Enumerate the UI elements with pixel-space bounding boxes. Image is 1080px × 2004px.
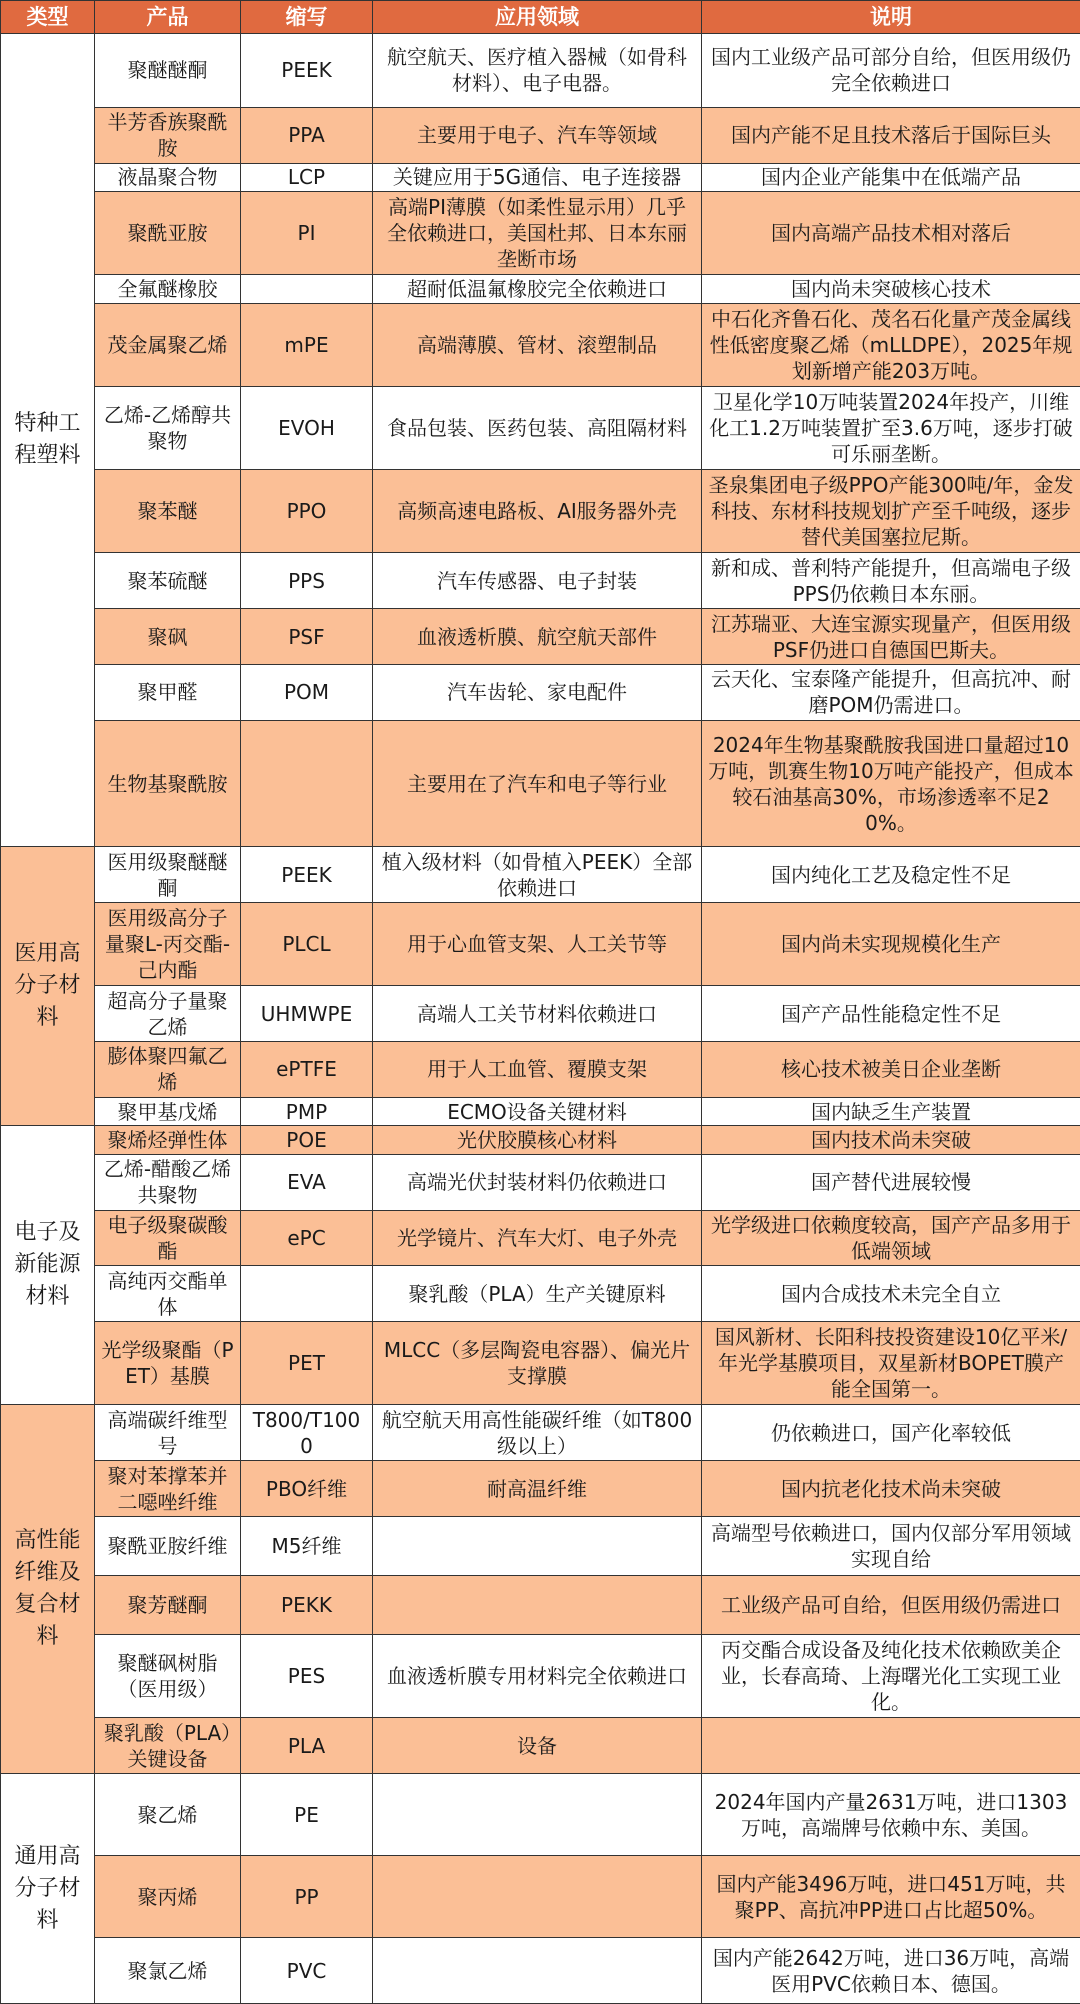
application-cell: 关键应用于5G通信、电子连接器 bbox=[373, 163, 702, 191]
abbreviation-cell: PLA bbox=[241, 1718, 373, 1774]
product-cell: 超高分子量聚乙烯 bbox=[95, 986, 241, 1042]
abbreviation-cell: PLCL bbox=[241, 903, 373, 986]
table-row bbox=[1, 553, 1080, 609]
table-row bbox=[1, 192, 1080, 275]
abbreviation-cell: PBO纤维 bbox=[241, 1461, 373, 1517]
note-cell: 国内抗老化技术尚未突破 bbox=[702, 1461, 1080, 1517]
abbreviation-cell bbox=[241, 1266, 373, 1322]
abbreviation-cell: PMP bbox=[241, 1097, 373, 1125]
table-row bbox=[1, 1322, 1080, 1405]
note-cell: 2024年生物基聚酰胺我国进口量超过10万吨，凯赛生物10万吨产能投产，但成本较石油基高30%，市场渗透率不足20%。 bbox=[702, 720, 1080, 846]
application-cell: 血液透析膜专用材料完全依赖进口 bbox=[373, 1635, 702, 1718]
note-cell: 国内缺乏生产装置 bbox=[702, 1097, 1080, 1125]
product-cell: 医用级高分子量聚L-丙交酯-己内酯 bbox=[95, 903, 241, 986]
abbreviation-cell: PEEK bbox=[241, 34, 373, 108]
product-cell: 膨体聚四氟乙烯 bbox=[95, 1042, 241, 1098]
product-cell: 聚芳醚酮 bbox=[95, 1576, 241, 1635]
note-cell: 国内纯化工艺及稳定性不足 bbox=[702, 847, 1080, 903]
table-row bbox=[1, 1856, 1080, 1938]
table-row bbox=[1, 107, 1080, 163]
product-cell: 聚砜 bbox=[95, 609, 241, 665]
note-cell: 国产替代进展较慢 bbox=[702, 1154, 1080, 1210]
table-row bbox=[1, 1042, 1080, 1098]
table-row bbox=[1, 386, 1080, 469]
application-cell: 用于人工血管、覆膜支架 bbox=[373, 1042, 702, 1098]
table-row bbox=[1, 1461, 1080, 1517]
product-cell: 茂金属聚乙烯 bbox=[95, 303, 241, 386]
application-cell bbox=[373, 1938, 702, 2004]
note-cell: 圣泉集团电子级PPO产能300吨/年，金发科技、东材科技规划扩产至千吨级，逐步替代美国塞拉尼斯。 bbox=[702, 470, 1080, 553]
table-row bbox=[1, 903, 1080, 986]
product-cell: 聚酰亚胺纤维 bbox=[95, 1517, 241, 1576]
table-row bbox=[1, 1774, 1080, 1856]
product-cell: 聚对苯撑苯并二噁唑纤维 bbox=[95, 1461, 241, 1517]
table-row bbox=[1, 1517, 1080, 1576]
product-cell: 聚氯乙烯 bbox=[95, 1938, 241, 2004]
product-cell: 聚酰亚胺 bbox=[95, 192, 241, 275]
note-cell: 光学级进口依赖度较高，国产产品多用于低端领域 bbox=[702, 1210, 1080, 1266]
application-cell: 高端光伏封装材料仍依赖进口 bbox=[373, 1154, 702, 1210]
abbreviation-cell: T800/T1000 bbox=[241, 1405, 373, 1461]
note-cell: 国内尚未实现规模化生产 bbox=[702, 903, 1080, 986]
table-row bbox=[1, 847, 1080, 903]
abbreviation-cell: PSF bbox=[241, 609, 373, 665]
abbreviation-cell: ePC bbox=[241, 1210, 373, 1266]
abbreviation-cell: PP bbox=[241, 1856, 373, 1938]
header-row bbox=[1, 1, 1080, 34]
application-cell: 汽车传感器、电子封装 bbox=[373, 553, 702, 609]
note-cell: 新和成、普利特产能提升，但高端电子级PPS仍依赖日本东丽。 bbox=[702, 553, 1080, 609]
category-cell: 特种工程塑料 bbox=[1, 34, 95, 847]
table-row bbox=[1, 1210, 1080, 1266]
product-cell: 聚甲基戊烯 bbox=[95, 1097, 241, 1125]
category-cell: 电子及新能源材料 bbox=[1, 1126, 95, 1405]
product-cell: 聚乳酸（PLA）关键设备 bbox=[95, 1718, 241, 1774]
note-cell: 国内高端产品技术相对落后 bbox=[702, 192, 1080, 275]
application-cell: 高端PI薄膜（如柔性显示用）几乎全依赖进口，美国杜邦、日本东丽垄断市场 bbox=[373, 192, 702, 275]
abbreviation-cell bbox=[241, 275, 373, 303]
table-row bbox=[1, 1938, 1080, 2004]
note-cell: 国内合成技术未完全自立 bbox=[702, 1266, 1080, 1322]
note-cell: 2024年国内产量2631万吨，进口1303万吨，高端牌号依赖中东、美国。 bbox=[702, 1774, 1080, 1856]
table-row bbox=[1, 986, 1080, 1042]
note-cell: 丙交酯合成设备及纯化技术依赖欧美企业，长春高琦、上海曙光化工实现工业化。 bbox=[702, 1635, 1080, 1718]
application-cell: 航空航天、医疗植入器械（如骨科材料）、电子电器。 bbox=[373, 34, 702, 108]
abbreviation-cell: LCP bbox=[241, 163, 373, 191]
note-cell: 国产产品性能稳定性不足 bbox=[702, 986, 1080, 1042]
table-row bbox=[1, 1097, 1080, 1125]
application-cell: 主要用于电子、汽车等领域 bbox=[373, 107, 702, 163]
note-cell: 国内产能3496万吨，进口451万吨，共聚PP、高抗冲PP进口占比超50%。 bbox=[702, 1856, 1080, 1938]
application-cell: 耐高温纤维 bbox=[373, 1461, 702, 1517]
note-cell: 高端型号依赖进口，国内仅部分军用领域实现自给 bbox=[702, 1517, 1080, 1576]
product-cell: 电子级聚碳酸酯 bbox=[95, 1210, 241, 1266]
application-cell: MLCC（多层陶瓷电容器）、偏光片支撑膜 bbox=[373, 1322, 702, 1405]
application-cell: 航空航天用高性能碳纤维（如T800级以上） bbox=[373, 1405, 702, 1461]
abbreviation-cell: UHMWPE bbox=[241, 986, 373, 1042]
product-cell: 聚烯烃弹性体 bbox=[95, 1126, 241, 1154]
product-cell: 乙烯-乙烯醇共聚物 bbox=[95, 386, 241, 469]
abbreviation-cell: PES bbox=[241, 1635, 373, 1718]
table-row bbox=[1, 1635, 1080, 1718]
product-cell: 半芳香族聚酰胺 bbox=[95, 107, 241, 163]
product-cell: 聚醚砜树脂（医用级） bbox=[95, 1635, 241, 1718]
category-cell: 通用高分子材料 bbox=[1, 1774, 95, 2004]
table-row bbox=[1, 1154, 1080, 1210]
abbreviation-cell: PET bbox=[241, 1322, 373, 1405]
note-cell: 中石化齐鲁石化、茂名石化量产茂金属线性低密度聚乙烯（mLLDPE），2025年规划新增产能203万吨。 bbox=[702, 303, 1080, 386]
product-cell: 生物基聚酰胺 bbox=[95, 720, 241, 846]
application-cell: 主要用在了汽车和电子等行业 bbox=[373, 720, 702, 846]
abbreviation-cell: POE bbox=[241, 1126, 373, 1154]
table-row bbox=[1, 470, 1080, 553]
product-cell: 医用级聚醚醚酮 bbox=[95, 847, 241, 903]
product-cell: 聚甲醛 bbox=[95, 664, 241, 720]
application-cell: ECMO设备关键材料 bbox=[373, 1097, 702, 1125]
application-cell: 光伏胶膜核心材料 bbox=[373, 1126, 702, 1154]
note-cell bbox=[702, 1718, 1080, 1774]
abbreviation-cell: PPA bbox=[241, 107, 373, 163]
note-cell: 国内尚未突破核心技术 bbox=[702, 275, 1080, 303]
abbreviation-cell: EVA bbox=[241, 1154, 373, 1210]
application-cell: 植入级材料（如骨植入PEEK）全部依赖进口 bbox=[373, 847, 702, 903]
product-cell: 全氟醚橡胶 bbox=[95, 275, 241, 303]
abbreviation-cell: EVOH bbox=[241, 386, 373, 469]
table-row bbox=[1, 34, 1080, 108]
header-abbr: 缩写 bbox=[241, 1, 373, 34]
table-row bbox=[1, 609, 1080, 665]
category-cell: 高性能纤维及复合材料 bbox=[1, 1405, 95, 1774]
header-type: 类型 bbox=[1, 1, 95, 34]
product-cell: 液晶聚合物 bbox=[95, 163, 241, 191]
abbreviation-cell: PEKK bbox=[241, 1576, 373, 1635]
product-cell: 聚醚醚酮 bbox=[95, 34, 241, 108]
application-cell: 食品包装、医药包装、高阻隔材料 bbox=[373, 386, 702, 469]
application-cell: 聚乳酸（PLA）生产关键原料 bbox=[373, 1266, 702, 1322]
product-cell: 聚苯硫醚 bbox=[95, 553, 241, 609]
application-cell bbox=[373, 1774, 702, 1856]
application-cell: 超耐低温氟橡胶完全依赖进口 bbox=[373, 275, 702, 303]
application-cell bbox=[373, 1517, 702, 1576]
application-cell: 设备 bbox=[373, 1718, 702, 1774]
abbreviation-cell: ePTFE bbox=[241, 1042, 373, 1098]
application-cell bbox=[373, 1856, 702, 1938]
note-cell: 国风新材、长阳科技投资建设10亿平米/年光学基膜项目，双星新材BOPET膜产能全国第一。 bbox=[702, 1322, 1080, 1405]
application-cell: 光学镜片、汽车大灯、电子外壳 bbox=[373, 1210, 702, 1266]
note-cell: 工业级产品可自给，但医用级仍需进口 bbox=[702, 1576, 1080, 1635]
note-cell: 国内产能不足且技术落后于国际巨头 bbox=[702, 107, 1080, 163]
abbreviation-cell: mPE bbox=[241, 303, 373, 386]
product-cell: 高纯丙交酯单体 bbox=[95, 1266, 241, 1322]
note-cell: 国内产能2642万吨，进口36万吨，高端医用PVC依赖日本、德国。 bbox=[702, 1938, 1080, 2004]
table-row bbox=[1, 664, 1080, 720]
table-row bbox=[1, 163, 1080, 191]
product-cell: 高端碳纤维型号 bbox=[95, 1405, 241, 1461]
abbreviation-cell: PPO bbox=[241, 470, 373, 553]
table-row bbox=[1, 1718, 1080, 1774]
application-cell: 汽车齿轮、家电配件 bbox=[373, 664, 702, 720]
product-cell: 聚苯醚 bbox=[95, 470, 241, 553]
table-body bbox=[1, 34, 1080, 2004]
abbreviation-cell bbox=[241, 720, 373, 846]
table-row bbox=[1, 1576, 1080, 1635]
table-row bbox=[1, 303, 1080, 386]
table-row bbox=[1, 720, 1080, 846]
abbreviation-cell: PI bbox=[241, 192, 373, 275]
abbreviation-cell: PE bbox=[241, 1774, 373, 1856]
header-application: 应用领域 bbox=[373, 1, 702, 34]
table-row bbox=[1, 1266, 1080, 1322]
note-cell: 国内企业产能集中在低端产品 bbox=[702, 163, 1080, 191]
note-cell: 国内工业级产品可部分自给，但医用级仍完全依赖进口 bbox=[702, 34, 1080, 108]
product-cell: 聚乙烯 bbox=[95, 1774, 241, 1856]
product-cell: 聚丙烯 bbox=[95, 1856, 241, 1938]
header-product: 产品 bbox=[95, 1, 241, 34]
table-row bbox=[1, 1405, 1080, 1461]
abbreviation-cell: PPS bbox=[241, 553, 373, 609]
abbreviation-cell: PEEK bbox=[241, 847, 373, 903]
abbreviation-cell: M5纤维 bbox=[241, 1517, 373, 1576]
abbreviation-cell: POM bbox=[241, 664, 373, 720]
table-row bbox=[1, 275, 1080, 303]
application-cell: 高端人工关节材料依赖进口 bbox=[373, 986, 702, 1042]
note-cell: 卫星化学10万吨装置2024年投产，川维化工1.2万吨装置扩至3.6万吨，逐步打破可乐丽垄断。 bbox=[702, 386, 1080, 469]
note-cell: 核心技术被美日企业垄断 bbox=[702, 1042, 1080, 1098]
application-cell: 血液透析膜、航空航天部件 bbox=[373, 609, 702, 665]
header-note: 说明 bbox=[702, 1, 1080, 34]
note-cell: 云天化、宝泰隆产能提升，但高抗冲、耐磨POM仍需进口。 bbox=[702, 664, 1080, 720]
abbreviation-cell: PVC bbox=[241, 1938, 373, 2004]
category-cell: 医用高分子材料 bbox=[1, 847, 95, 1126]
note-cell: 国内技术尚未突破 bbox=[702, 1126, 1080, 1154]
application-cell: 用于心血管支架、人工关节等 bbox=[373, 903, 702, 986]
product-cell: 光学级聚酯（PET）基膜 bbox=[95, 1322, 241, 1405]
application-cell: 高端薄膜、管材、滚塑制品 bbox=[373, 303, 702, 386]
product-cell: 乙烯-醋酸乙烯共聚物 bbox=[95, 1154, 241, 1210]
application-cell: 高频高速电路板、AI服务器外壳 bbox=[373, 470, 702, 553]
application-cell bbox=[373, 1576, 702, 1635]
note-cell: 仍依赖进口，国产化率较低 bbox=[702, 1405, 1080, 1461]
table-row bbox=[1, 1126, 1080, 1154]
note-cell: 江苏瑞亚、大连宝源实现量产，但医用级PSF仍进口自德国巴斯夫。 bbox=[702, 609, 1080, 665]
